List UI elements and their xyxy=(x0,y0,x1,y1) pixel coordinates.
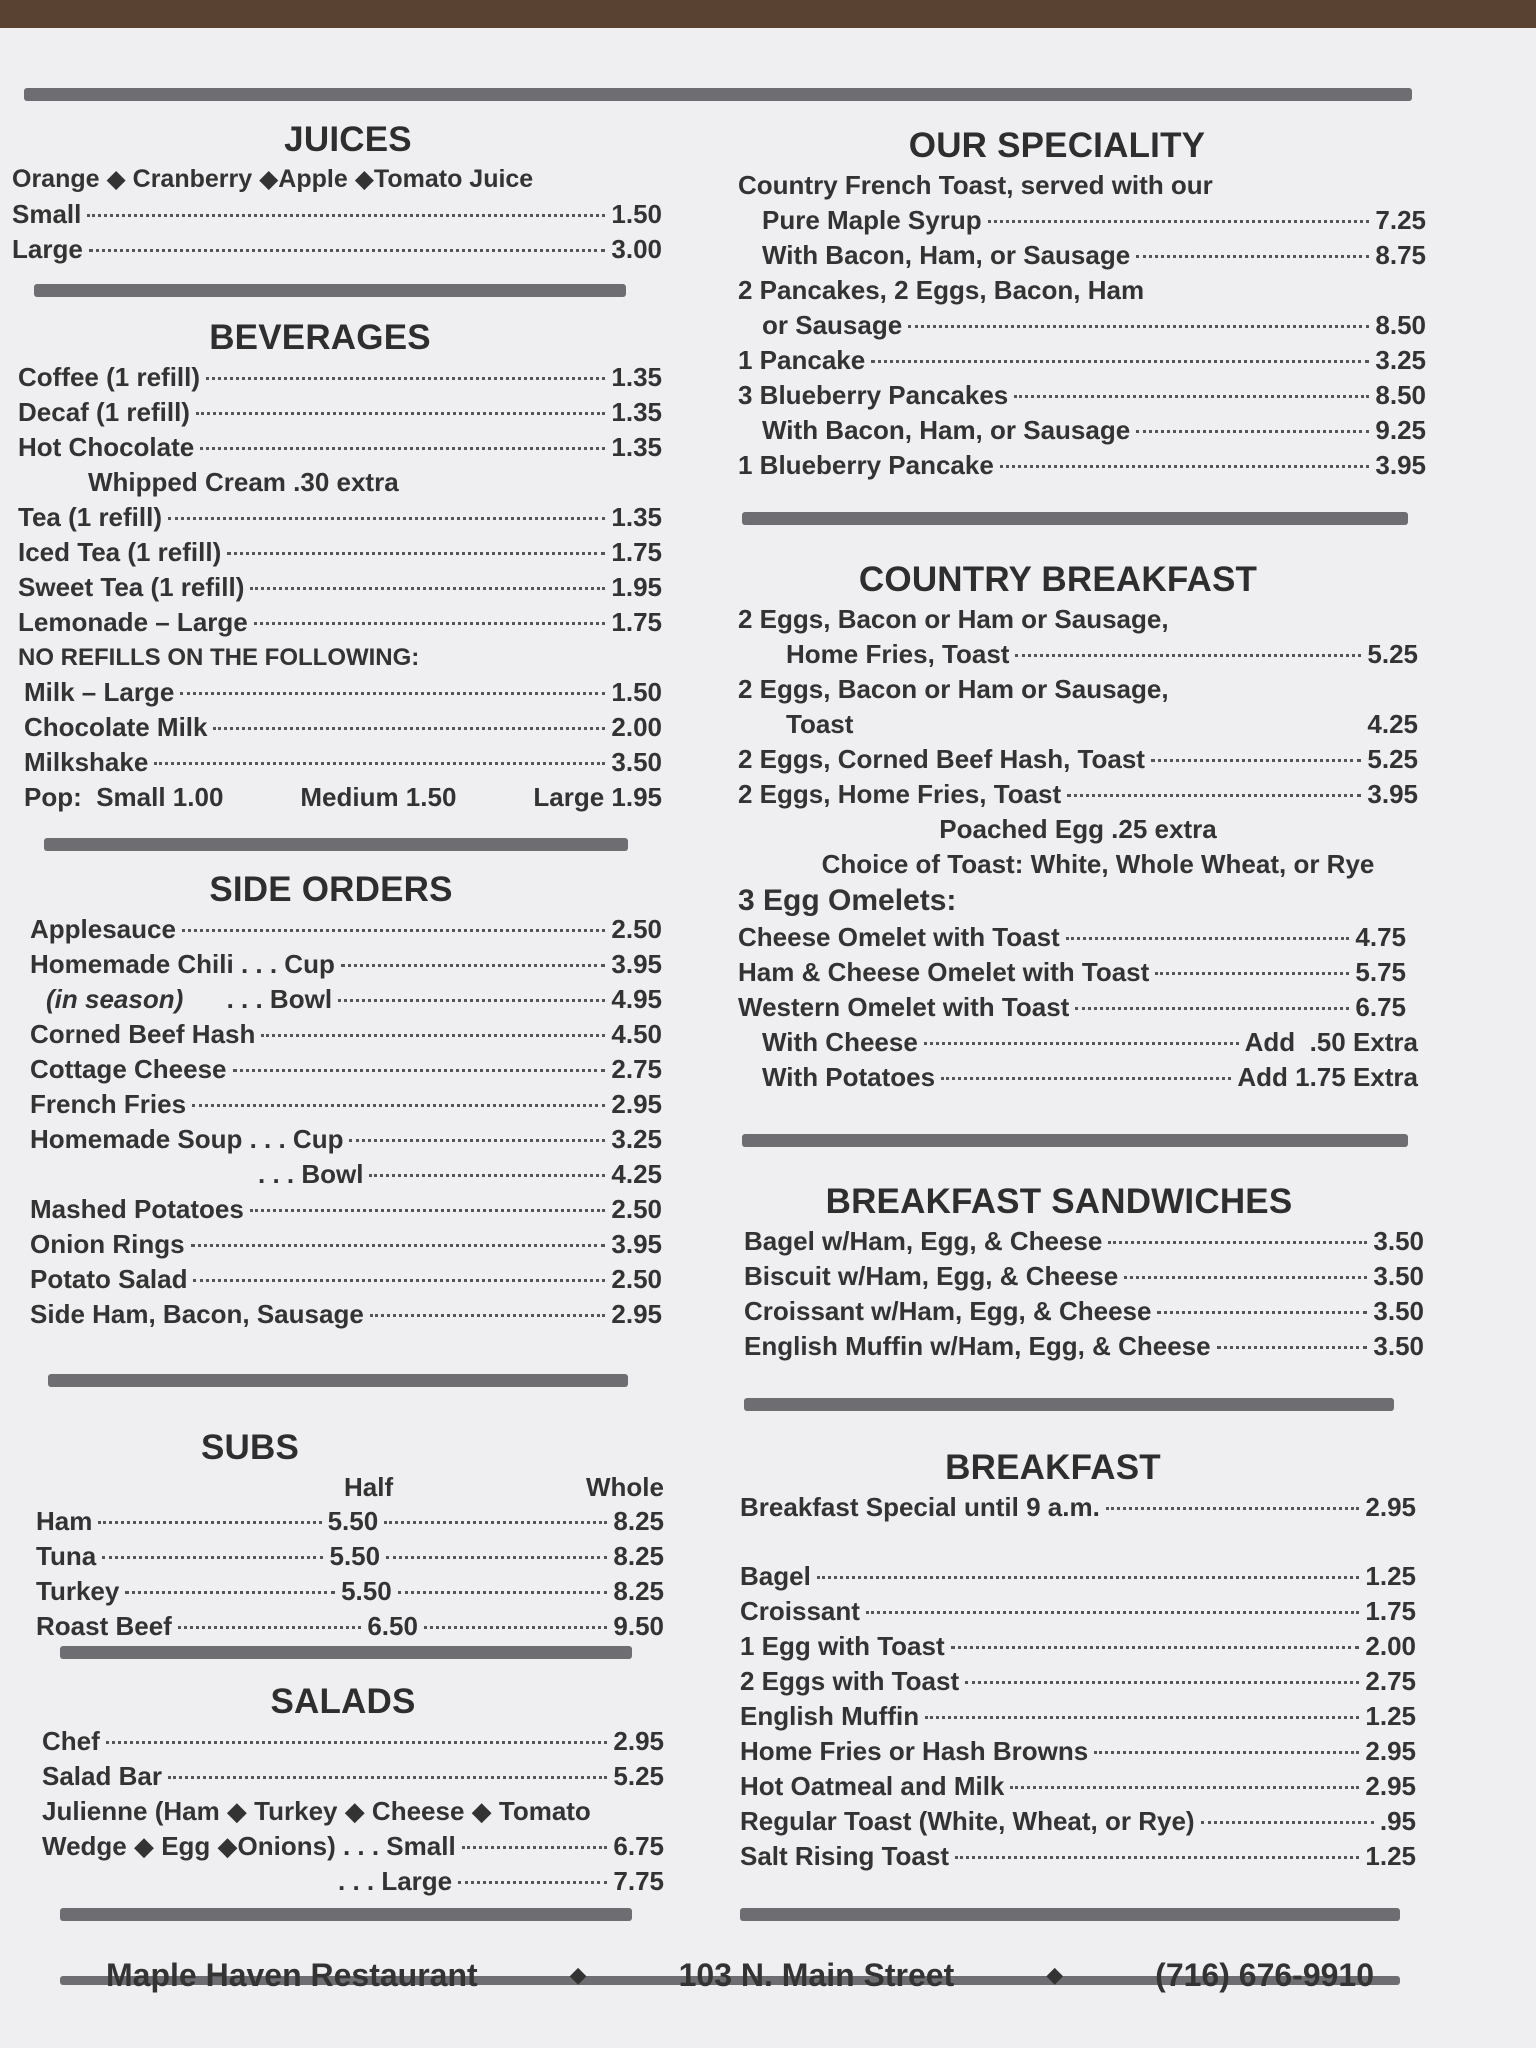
list-item: 2 Eggs with Toast 2.75 xyxy=(740,1666,1416,1696)
table-row: Roast Beef 6.50 9.50 xyxy=(36,1611,665,1641)
julienne-line1: Julienne (Ham ◆ Turkey ◆ Cheese ◆ Tomato xyxy=(42,1796,591,1826)
list-item: Breakfast Special until 9 a.m. 2.95 xyxy=(740,1492,1416,1522)
top-rule xyxy=(24,88,1412,101)
salads-rule xyxy=(60,1908,632,1921)
list-item: . . . Large 7.75 xyxy=(338,1866,664,1896)
list-item: Corned Beef Hash 4.50 xyxy=(30,1019,662,1049)
pop-label: Pop: Small 1.00 xyxy=(24,782,224,812)
list-item: 3 Blueberry Pancakes 8.50 xyxy=(738,380,1426,410)
list-item: With Bacon, Ham, or Sausage 8.75 xyxy=(762,240,1426,270)
list-item: Regular Toast (White, Wheat, or Rye) .95 xyxy=(740,1806,1416,1836)
juices-title: JUICES xyxy=(284,120,412,159)
list-item: Milkshake 3.50 xyxy=(24,747,662,777)
list-item: Homemade Chili . . . Cup 3.95 xyxy=(30,949,662,979)
list-item: Home Fries or Hash Browns 2.95 xyxy=(740,1736,1416,1766)
salads-section xyxy=(42,1680,664,1899)
list-item: Toast 4.25 xyxy=(786,709,1418,739)
list-item: 2 Eggs, Corned Beef Hash, Toast 5.25 xyxy=(738,744,1418,774)
list-item: Homemade Soup . . . Cup 3.25 xyxy=(30,1124,662,1154)
list-item: Onion Rings 3.95 xyxy=(30,1229,662,1259)
breakfast-section xyxy=(740,1446,1416,1874)
list-item: Ham & Cheese Omelet with Toast 5.75 xyxy=(738,957,1406,987)
list-item: Cheese Omelet with Toast 4.75 xyxy=(738,922,1406,952)
list-item: Salt Rising Toast 1.25 xyxy=(740,1841,1416,1871)
pop-large: Large 1.95 xyxy=(533,782,662,812)
sides-rule xyxy=(48,1374,628,1387)
list-item: Pure Maple Syrup 7.25 xyxy=(762,205,1426,235)
list-item: Milk – Large 1.50 xyxy=(24,677,662,707)
juice-varieties: Orange ◆ Cranberry ◆Apple ◆Tomato Juice xyxy=(12,165,534,193)
list-item: Croissant w/Ham, Egg, & Cheese 3.50 xyxy=(744,1296,1424,1326)
list-item: Bagel w/Ham, Egg, & Cheese 3.50 xyxy=(744,1226,1424,1256)
breakfast-sandwiches-section xyxy=(744,1180,1424,1364)
list-item: Bagel 1.25 xyxy=(740,1561,1416,1591)
list-item: Lemonade – Large 1.75 xyxy=(18,607,662,637)
list-item: 2 Eggs, Home Fries, Toast 3.95 xyxy=(738,779,1418,809)
country-a-desc: 2 Eggs, Bacon or Ham or Sausage, xyxy=(738,604,1169,634)
country-breakfast-title: COUNTRY BREAKFAST xyxy=(858,560,1258,599)
poached-egg-note: Poached Egg .25 extra xyxy=(939,814,1217,844)
toast-choice-note: Choice of Toast: White, Whole Wheat, or Rye xyxy=(821,849,1375,879)
list-item: Coffee (1 refill) 1.35 xyxy=(18,362,662,392)
table-row: Turkey 5.50 8.25 xyxy=(36,1576,664,1606)
list-item: Potato Salad 2.50 xyxy=(30,1264,662,1294)
restaurant-phone: (716) 676-9910 xyxy=(1155,1956,1374,1993)
list-item: Western Omelet with Toast 6.75 xyxy=(738,992,1406,1022)
list-item: With Potatoes Add 1.75 Extra xyxy=(762,1062,1418,1092)
list-item: Sweet Tea (1 refill) 1.95 xyxy=(18,572,662,602)
table-row: Tuna 5.50 8.25 xyxy=(36,1541,664,1571)
list-item: Large 3.00 xyxy=(12,234,662,264)
list-item: English Muffin 1.25 xyxy=(740,1701,1416,1731)
omelets-title: 3 Egg Omelets: xyxy=(738,884,957,917)
list-item: Side Ham, Bacon, Sausage 2.95 xyxy=(30,1299,662,1329)
country-b-desc: 2 Eggs, Bacon or Ham or Sausage, xyxy=(738,674,1169,704)
list-item: Tea (1 refill) 1.35 xyxy=(18,502,662,532)
list-item: With Bacon, Ham, or Sausage 9.25 xyxy=(762,415,1426,445)
list-item: or Sausage 8.50 xyxy=(762,310,1426,340)
pancakes-desc: 2 Pancakes, 2 Eggs, Bacon, Ham xyxy=(738,275,1145,305)
beverages-section xyxy=(18,316,662,815)
list-item: . . . Bowl 4.25 xyxy=(258,1159,662,1189)
list-item: Iced Tea (1 refill) 1.75 xyxy=(18,537,662,567)
side-orders-title: SIDE ORDERS xyxy=(209,870,453,909)
pop-prices xyxy=(18,780,662,815)
side-orders-section xyxy=(30,868,662,1332)
table-row: Ham 5.50 8.25 xyxy=(36,1506,665,1536)
diamond-icon: ◆ xyxy=(1046,1962,1064,1987)
list-item: Chef 2.95 xyxy=(42,1726,664,1756)
restaurant-footer xyxy=(60,1950,1420,2000)
list-item: Small 1.50 xyxy=(12,199,662,229)
list-item: (in season) . . . Bowl 4.95 xyxy=(46,984,662,1014)
french-toast-desc: Country French Toast, served with our xyxy=(738,170,1213,200)
list-item: Decaf (1 refill) 1.35 xyxy=(18,397,662,427)
juice-list xyxy=(12,197,664,267)
subs-title: SUBS xyxy=(200,1428,300,1467)
sandwiches-rule xyxy=(744,1398,1394,1411)
subs-half-label: Half xyxy=(344,1472,394,1502)
whipped-cream-note: Whipped Cream .30 extra xyxy=(88,467,399,497)
list-item: Mashed Potatoes 2.50 xyxy=(30,1194,662,1224)
list-item: Salad Bar 5.25 xyxy=(42,1761,664,1791)
pop-medium: Medium 1.50 xyxy=(300,782,457,812)
country-breakfast-section xyxy=(738,558,1418,1095)
list-item: Biscuit w/Ham, Egg, & Cheese 3.50 xyxy=(744,1261,1424,1291)
list-item: 1 Egg with Toast 2.00 xyxy=(740,1631,1416,1661)
restaurant-name: Maple Haven Restaurant xyxy=(106,1956,478,1993)
subs-rule xyxy=(60,1646,632,1659)
subs-header xyxy=(36,1470,664,1504)
list-item: Hot Chocolate 1.35 xyxy=(18,432,662,462)
restaurant-address: 103 N. Main Street xyxy=(678,1956,955,1993)
breakfast-sandwiches-title: BREAKFAST SANDWICHES xyxy=(825,1182,1293,1221)
country-rule xyxy=(742,1134,1408,1147)
subs-section xyxy=(36,1426,664,1644)
menu-paper xyxy=(0,28,1536,2048)
list-item: Croissant 1.75 xyxy=(740,1596,1416,1626)
list-item: With Cheese Add .50 Extra xyxy=(762,1027,1418,1057)
list-item: French Fries 2.95 xyxy=(30,1089,662,1119)
breakfast-title: BREAKFAST xyxy=(945,1448,1161,1487)
speciality-section xyxy=(738,124,1426,483)
juices-rule xyxy=(34,284,626,297)
list-item: Hot Oatmeal and Milk 2.95 xyxy=(740,1771,1416,1801)
list-item: Wedge ◆ Egg ◆Onions) . . . Small 6.75 xyxy=(42,1831,664,1861)
beverages-title: BEVERAGES xyxy=(209,318,431,357)
breakfast-rule xyxy=(740,1908,1400,1921)
list-item: Applesauce 2.50 xyxy=(30,914,662,944)
diamond-icon: ◆ xyxy=(569,1962,587,1987)
list-item: Chocolate Milk 2.00 xyxy=(24,712,662,742)
speciality-title: OUR SPECIALITY xyxy=(908,126,1206,165)
list-item: Cottage Cheese 2.75 xyxy=(30,1054,662,1084)
list-item: Home Fries, Toast 5.25 xyxy=(786,639,1418,669)
subs-whole-label: Whole xyxy=(586,1472,664,1502)
salads-title: SALADS xyxy=(270,1682,416,1721)
left-column xyxy=(12,118,664,267)
list-item: English Muffin w/Ham, Egg, & Cheese 3.50 xyxy=(744,1331,1424,1361)
list-item: 1 Pancake 3.25 xyxy=(738,345,1426,375)
list-item: 1 Blueberry Pancake 3.95 xyxy=(738,450,1426,480)
beverages-rule xyxy=(44,838,628,851)
speciality-rule xyxy=(742,512,1408,525)
no-refills-note: NO REFILLS ON THE FOLLOWING: xyxy=(18,644,420,671)
